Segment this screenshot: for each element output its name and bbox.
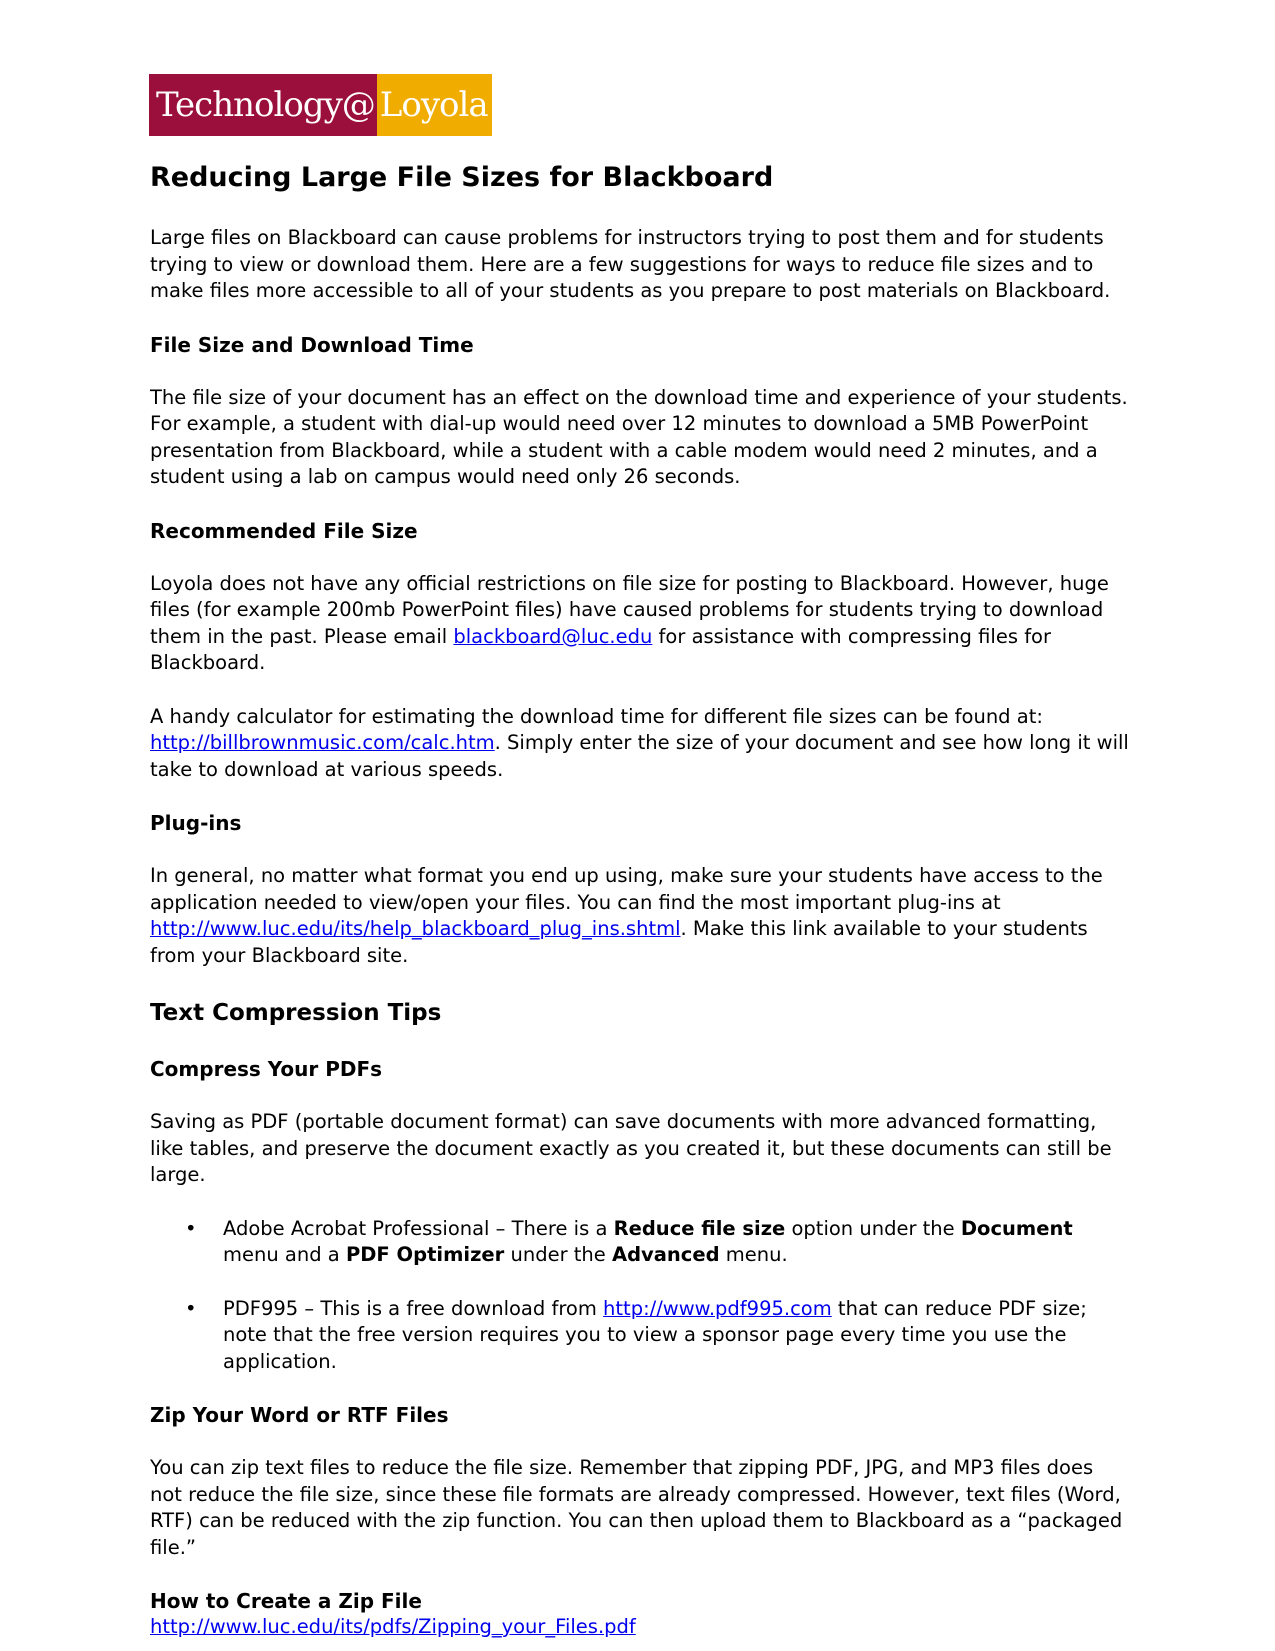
calculator-paragraph: A handy calculator for estimating the download time for different file sizes can be found at: http://billbrownmusic.com/calc.htm. Simply enter the size of your document and see how long it will take to download at various speeds. <box>150 704 1129 781</box>
blackboard-email-link[interactable]: blackboard@luc.edu <box>453 624 653 648</box>
text-compression-heading: Text Compression Tips <box>150 1000 442 1026</box>
document-body <box>150 158 1130 1641</box>
zip-guide-link[interactable]: http://www.luc.edu/its/pdfs/Zipping_your_Files.pdf <box>150 1615 636 1638</box>
download-time-paragraph: The file size of your document has an effect on the download time and experience of your students. For example, a student with dial-up would need over 12 minutes to download a 5MB PowerPoint presentation from Blackboard, while a student with a cable modem would need 2 minutes, and a student using a lab on campus would need only 26 seconds. <box>150 385 1128 488</box>
plugins-heading: Plug-ins <box>150 811 242 835</box>
pdf-tools-list <box>150 1216 1130 1376</box>
compress-pdfs-paragraph: Saving as PDF (portable document format) can save documents with more advanced formatting, like tables, and preserve the document exactly as you created it, but these documents can still be large. <box>150 1110 1112 1186</box>
recommended-size-paragraph: Loyola does not have any official restrictions on file size for posting to Blackboard. However, huge files (for example 200mb PowerPoint files) have caused problems for students trying to download them in the past. Please email blackboard@luc.edu for assistance with compressing files for Blackboard. <box>150 571 1109 674</box>
pdf995-link[interactable]: http://www.pdf995.com <box>603 1296 832 1320</box>
recommended-size-heading: Recommended File Size <box>150 518 418 543</box>
compress-pdfs-heading: Compress Your PDFs <box>150 1057 383 1081</box>
list-item-pdf995: • PDF995 – This is a free download from http://www.pdf995.com that can reduce PDF size; note that the free version requires you to view a sponsor page every time you use the application. <box>223 1296 1130 1376</box>
plugins-link[interactable]: http://www.luc.edu/its/help_blackboard_plug_ins.shtml <box>150 917 681 940</box>
howto-zip-heading: How to Create a Zip File <box>150 1589 422 1613</box>
zip-files-heading: Zip Your Word or RTF Files <box>150 1403 449 1427</box>
technology-loyola-logo <box>149 74 492 136</box>
logo-loyola-part: Loyola <box>377 74 492 136</box>
logo-technology-part: Technology@ <box>149 74 377 136</box>
list-item-acrobat: • Adobe Acrobat Professional – There is a Reduce file size option under the Document menu and a PDF Optimizer under the Advanced menu. <box>223 1216 1130 1269</box>
calculator-link[interactable]: http://billbrownmusic.com/calc.htm <box>150 731 495 754</box>
zip-files-paragraph: You can zip text files to reduce the file size. Remember that zipping PDF, JPG, and MP3 files does not reduce the file size, since these file formats are already compressed. However, text files (Word, RTF) can be reduced with the zip function. You can then upload them to Blackboard as a “packaged file.” <box>150 1456 1123 1559</box>
page-title: Reducing Large File Sizes for Blackboard <box>150 162 774 193</box>
plugins-paragraph: In general, no matter what format you end up using, make sure your students have access to the application needed to view/open your files. You can find the most important plug-ins at http://www.luc.edu/its/help_blackboard_plug_ins.shtml. Make this link available to your students from your Blackboard site. <box>150 864 1103 967</box>
download-time-heading: File Size and Download Time <box>150 332 474 357</box>
intro-paragraph: Large files on Blackboard can cause problems for instructors trying to post them and for students trying to view or download them. Here are a few suggestions for ways to reduce file sizes and to make files more accessible to all of your students as you prepare to post materials on Blackboard. <box>150 226 1111 302</box>
